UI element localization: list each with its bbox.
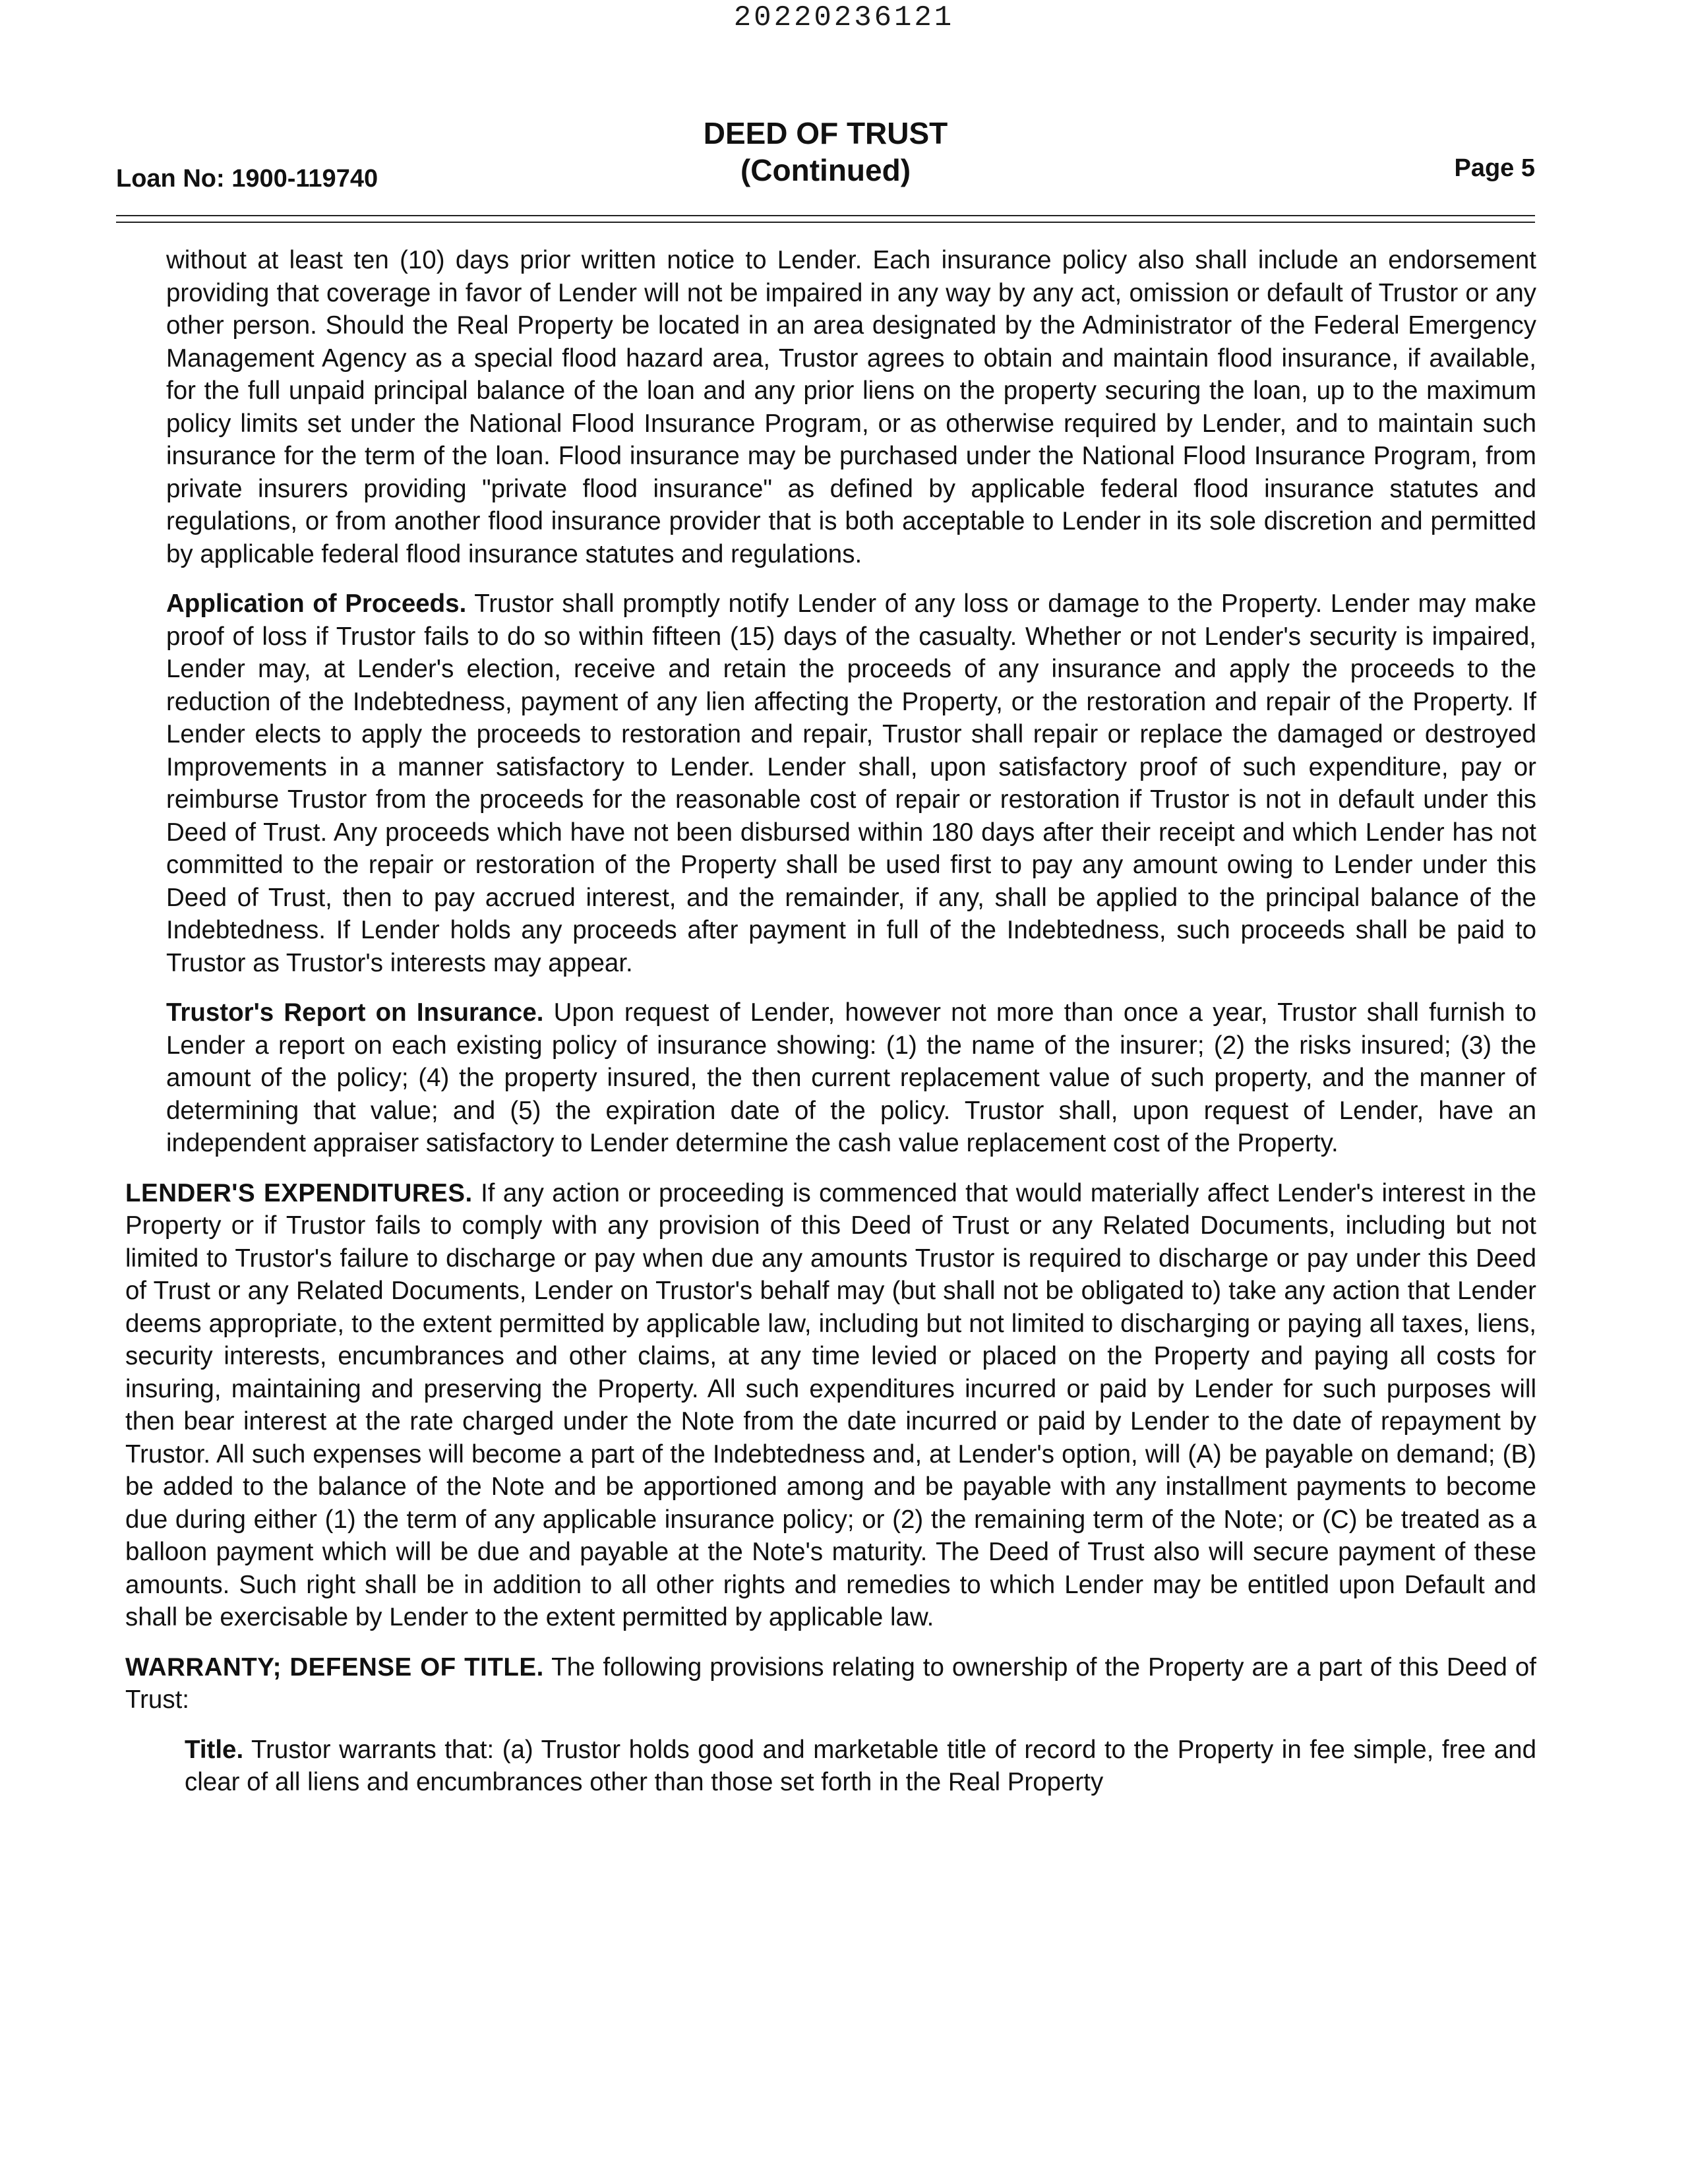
title-line-2: (Continued): [740, 153, 911, 187]
header-divider-top: [116, 215, 1535, 216]
paragraph-insurance-continued: [125, 244, 1536, 570]
paragraph-text: Trustor shall promptly notify Lender of any loss or damage to the Property. Lender may make proof of loss if Trustor fails to do so within fifteen (15) days of the casualty. Whether or not Lender's security is impaired, Lender may, at Lender's election, receive and retain the proceeds of any insurance and apply the proceeds to the reduction of the Indebtedness, payment of any lien affecting the Property, or the restoration and repair of the Property. If Lender elects to apply the proceeds to restoration and repair, Trustor shall repair or replace the damaged or destroyed Improvements in a manner satisfactory to Lender. Lender shall, upon satisfactory proof of such expenditure, pay or reimburse Trustor from the proceeds for the reasonable cost of repair or restoration if Trustor is not in default under this Deed of Trust. Any proceeds which have not been disbursed within 180 days after their receipt and which Lender has not committed to the repair or restoration of the Property shall be used first to pay any amount owing to Lender under this Deed of Trust, then to pay accrued interest, and the remainder, if any, shall be applied to the principal balance of the Indebtedness. If Lender holds any proceeds after payment in full of the Indebtedness, such proceeds shall be paid to Trustor as Trustor's interests may appear.: [166, 590, 1536, 977]
document-number: 20220236121: [733, 1, 955, 34]
page-number: Page 5: [1454, 154, 1535, 182]
title-line-1: DEED OF TRUST: [703, 116, 948, 150]
page-header: [116, 112, 1535, 198]
paragraph-text: Trustor warrants that: (a) Trustor holds good and marketable title of record to the Property in fee simple, free and clear of all liens and encumbrances other than those set forth in the Real Property: [185, 1735, 1536, 1796]
paragraph-application-of-proceeds: [125, 588, 1536, 979]
document-body: [125, 244, 1536, 1816]
paragraph-text: The following provisions relating to ownership of the Property are a part of this Deed of Trust:: [125, 1653, 1536, 1714]
paragraph-heading: Application of Proceeds.: [166, 590, 467, 618]
paragraph-lenders-expenditures: [125, 1177, 1536, 1634]
paragraph-text: Upon request of Lender, however not more than once a year, Trustor shall furnish to Lender a report on each existing policy of insurance showing: (1) the name of the insurer; (2) the risks insured; (3) the amount of the policy; (4) the property insured, the then current replacement value of such property, and the manner of determining that value; and (5) the expiration date of the policy. Trustor shall, upon request of Lender, have an independent appraiser satisfactory to Lender determine the cash value replacement cost of the Property.: [166, 998, 1537, 1157]
document-title: [116, 115, 1535, 189]
paragraph-text: without at least ten (10) days prior written notice to Lender. Each insurance policy also shall include an endorsement providing that coverage in favor of Lender will not be impaired in any way by any act, omission or default of Trustor or any other person. Should the Real Property be located in an area designated by the Administrator of the Federal Emergency Management Agency as a special flood hazard area, Trustor agrees to obtain and maintain flood insurance, if available, for the full unpaid principal balance of the loan and any prior liens on the property securing the loan, up to the maximum policy limits set under the National Flood Insurance Program, or as otherwise required by Lender, and to maintain such insurance for the term of the loan. Flood insurance may be purchased under the National Flood Insurance Program, from private insurers providing "private flood insurance" as defined by applicable federal flood insurance statutes and regulations, or from another flood insurance provider that is both acceptable to Lender in its sole discretion and permitted by applicable federal flood insurance statutes and regulations.: [166, 246, 1536, 568]
section-heading: LENDER'S EXPENDITURES.: [125, 1178, 473, 1207]
paragraph-text: If any action or proceeding is commenced that would materially affect Lender's interest in the Property or if Trustor fails to comply with any provision of this Deed of Trust or any Related Documents, including but not limited to Trustor's failure to discharge or pay when due any amounts Trustor is required to discharge or pay under this Deed of Trust or any Related Documents, Lender on Trustor's behalf may (but shall not be obligated to) take any action that Lender deems appropriate, to the extent permitted by applicable law, including but not limited to discharging or paying all taxes, liens, security interests, encumbrances and other claims, at any time levied or placed on the Property and paying all costs for insuring, maintaining and preserving the Property. All such expenditures incurred or paid by Lender for such purposes will then bear interest at the rate charged under the Note from the date incurred or paid by Lender to the date of repayment by Trustor. All such expenses will become a part of the Indebtedness and, at Lender's option, will (A) be payable on demand; (B) be added to the balance of the Note and be apportioned among and be payable with any installment payments to become due during either (1) the term of any applicable insurance policy; or (2) the remaining term of the Note; or (C) be treated as a balloon payment which will be due and payable at the Note's maturity. The Deed of Trust also will secure payment of these amounts. Such right shall be in addition to all other rights and remedies to which Lender may be entitled upon Default and shall be exercisable by Lender to the extent permitted by applicable law.: [125, 1178, 1536, 1631]
section-heading: WARRANTY; DEFENSE OF TITLE.: [125, 1653, 544, 1682]
paragraph-title: [125, 1734, 1536, 1799]
paragraph-warranty-defense-of-title: [125, 1651, 1536, 1716]
paragraph-report-on-insurance: [125, 996, 1536, 1160]
loan-number: Loan No: 1900-119740: [116, 165, 378, 193]
header-divider-bottom: [116, 222, 1535, 223]
paragraph-heading: Title.: [185, 1735, 244, 1764]
paragraph-heading: Trustor's Report on Insurance.: [166, 998, 544, 1027]
